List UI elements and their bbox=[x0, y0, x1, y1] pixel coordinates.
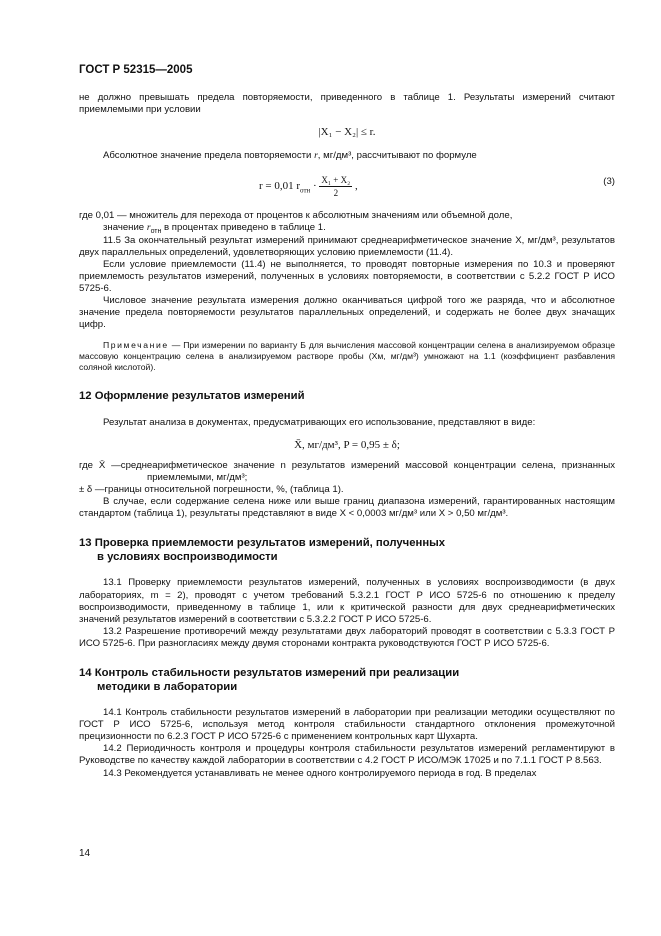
paragraph bbox=[79, 222, 615, 234]
fraction-numerator: X₁ + X₂ bbox=[319, 174, 352, 187]
paragraph: 13.2 Разрешение противоречий между результатами двух лабораторий проводят в соответствии с 5.3.3 ГОСТ Р ИСО 5725-6. При разногласиях между двумя сторонами контракта руководствуются ГОСТ Р ИСО 5725-6. bbox=[79, 625, 615, 649]
formula-3 bbox=[79, 170, 615, 200]
paragraph: Результат анализа в документах, предусматривающих его использование, представляют в виде: bbox=[103, 416, 536, 428]
formula-subscript: отн bbox=[300, 186, 311, 195]
paragraph: Если условие приемлемости (11.4) не выполняется, то проводят повторные измерения по 10.3 и проверяют приемлемость результатов измерений, полученных в условиях повторяемости, в соответствии с 5.2.2 ГОСТ Р ИСО 5725-6. bbox=[79, 258, 615, 294]
paragraph: где 0,01 — множитель для перехода от процентов к абсолютным значениям или объемной доле, bbox=[79, 210, 513, 222]
heading-line: в условиях воспроизводимости bbox=[97, 550, 278, 563]
heading-line: 13 Проверка приемлемости результатов измерений, полученных bbox=[79, 537, 446, 550]
text-run: , мг/дм³, рассчитывают по формуле bbox=[317, 150, 477, 162]
where-item bbox=[79, 484, 615, 496]
note-text: — При измерении по варианту Б для вычисления массовой концентрации селена в анализируемом образце массовую концентрацию селена в анализируемом растворе пробы (Xм, мг/дм³) умножают на 1.1 (коэффициент разбавления соляной кислотой). bbox=[79, 340, 615, 373]
paragraph: В случае, если содержание селена ниже или выше границ диапазона измерений, гарантированных настоящим стандартом (таблица 1), результаты представляют в виде X < 0,0003 мг/дм³ или X > 0,50 мг/дм³. bbox=[79, 496, 615, 520]
paragraph: 13.1 Проверку приемлемости результатов измерений, полученных в условиях воспроизводимости (в двух лабораториях, m = 2), проводят с учетом требований 5.3.2.1 ГОСТ Р ИСО 5725-6 по отношению к пределу воспроизводимости, приведенному в таблице 1, или к критической разности для двух среднеарифметических значений результатов измерений в соответствии с 5.3.2.2 ГОСТ Р ИСО 5725-6. bbox=[79, 577, 615, 625]
paragraph: 14.1 Контроль стабильности результатов измерений в лаборатории при реализации методики осуществляют по ГОСТ Р ИСО 5725-6, используя метод контроля стабильности стандартного отклонения промежуточной прецизионности по 6.2.3 ГОСТ Р ИСО 5725-6 с применением контрольных карт Шухарта. bbox=[79, 707, 615, 743]
formula-3-expression: r = 0,01 $r_{отн}$ · $\frac{\text{X₁ + X₂}}{2}$ , bbox=[259, 175, 358, 199]
formula-repeatability-condition: |X₁ − X₂| ≤ r. bbox=[318, 126, 376, 139]
formula-lhs: r = 0,01 r bbox=[259, 180, 301, 193]
paragraph bbox=[79, 150, 615, 162]
where-label: ± δ — bbox=[79, 484, 105, 496]
paragraph: 11.5 За окончательный результат измерений принимают среднеарифметическое значение X, мг/дм³, результатов двух параллельных определений, удовлетворяющих условию приемлемости (11.4). bbox=[79, 234, 615, 258]
math-symbol: r bbox=[146, 222, 151, 234]
paragraph: Числовое значение результата измерения должно оканчиваться цифрой того же разряда, что и абсолютное значение предела повторяемости результатов параллельных определений, и содержать не более двух значащих цифр. bbox=[79, 295, 615, 331]
text-run: значение bbox=[103, 222, 147, 234]
page-number: 14 bbox=[79, 848, 91, 859]
where-label: где X̄ — bbox=[79, 460, 121, 471]
text-run: в процентах приведено в таблице 1. bbox=[161, 222, 326, 234]
note bbox=[79, 340, 615, 373]
section-13-heading bbox=[79, 537, 615, 564]
paragraph: 14.2 Периодичность контроля и процедуры контроля стабильности результатов измерений регламентируют в Руководстве по качеству каждой лаборатории в соответствии с 4.2 ГОСТ Р ИСО/МЭК 17025 и по 7.1.1 ГОСТ Р 8.563. bbox=[79, 743, 615, 767]
math-symbol: r bbox=[314, 150, 318, 162]
fraction-denominator: 2 bbox=[333, 188, 339, 199]
document-body bbox=[79, 92, 615, 780]
equation-number: (3) bbox=[603, 176, 615, 188]
heading-line: 14 Контроль стабильности результатов измерений при реализации bbox=[79, 667, 460, 680]
document-header: ГОСТ Р 52315—2005 bbox=[79, 64, 193, 76]
note-label: Примечание bbox=[103, 340, 169, 351]
paragraph: 14.3 Рекомендуется устанавливать не менее одного контролируемого периода в год. В пределах bbox=[103, 767, 537, 779]
paragraph: не должно превышать предела повторяемости, приведенного в таблице 1. Результаты измерений считают приемлемыми при условии bbox=[79, 92, 615, 116]
section-14-heading bbox=[79, 667, 615, 694]
fraction bbox=[319, 174, 352, 199]
subscript: отн bbox=[150, 228, 162, 236]
where-text: границы относительной погрешности, %, (таблица 1). bbox=[104, 484, 344, 496]
text-run: Абсолютное значение предела повторяемости bbox=[103, 150, 315, 162]
where-item bbox=[79, 460, 615, 484]
formula-result-form: X̄, мг/дм³, P = 0,95 ± δ; bbox=[294, 438, 400, 451]
section-12-heading: 12 Оформление результатов измерений bbox=[79, 390, 305, 403]
heading-line: методики в лаборатории bbox=[97, 680, 238, 693]
where-text: среднеарифметическое значение n результатов измерений массовой концентрации селена, признанных приемлемыми, мг/дм³; bbox=[120, 460, 616, 484]
